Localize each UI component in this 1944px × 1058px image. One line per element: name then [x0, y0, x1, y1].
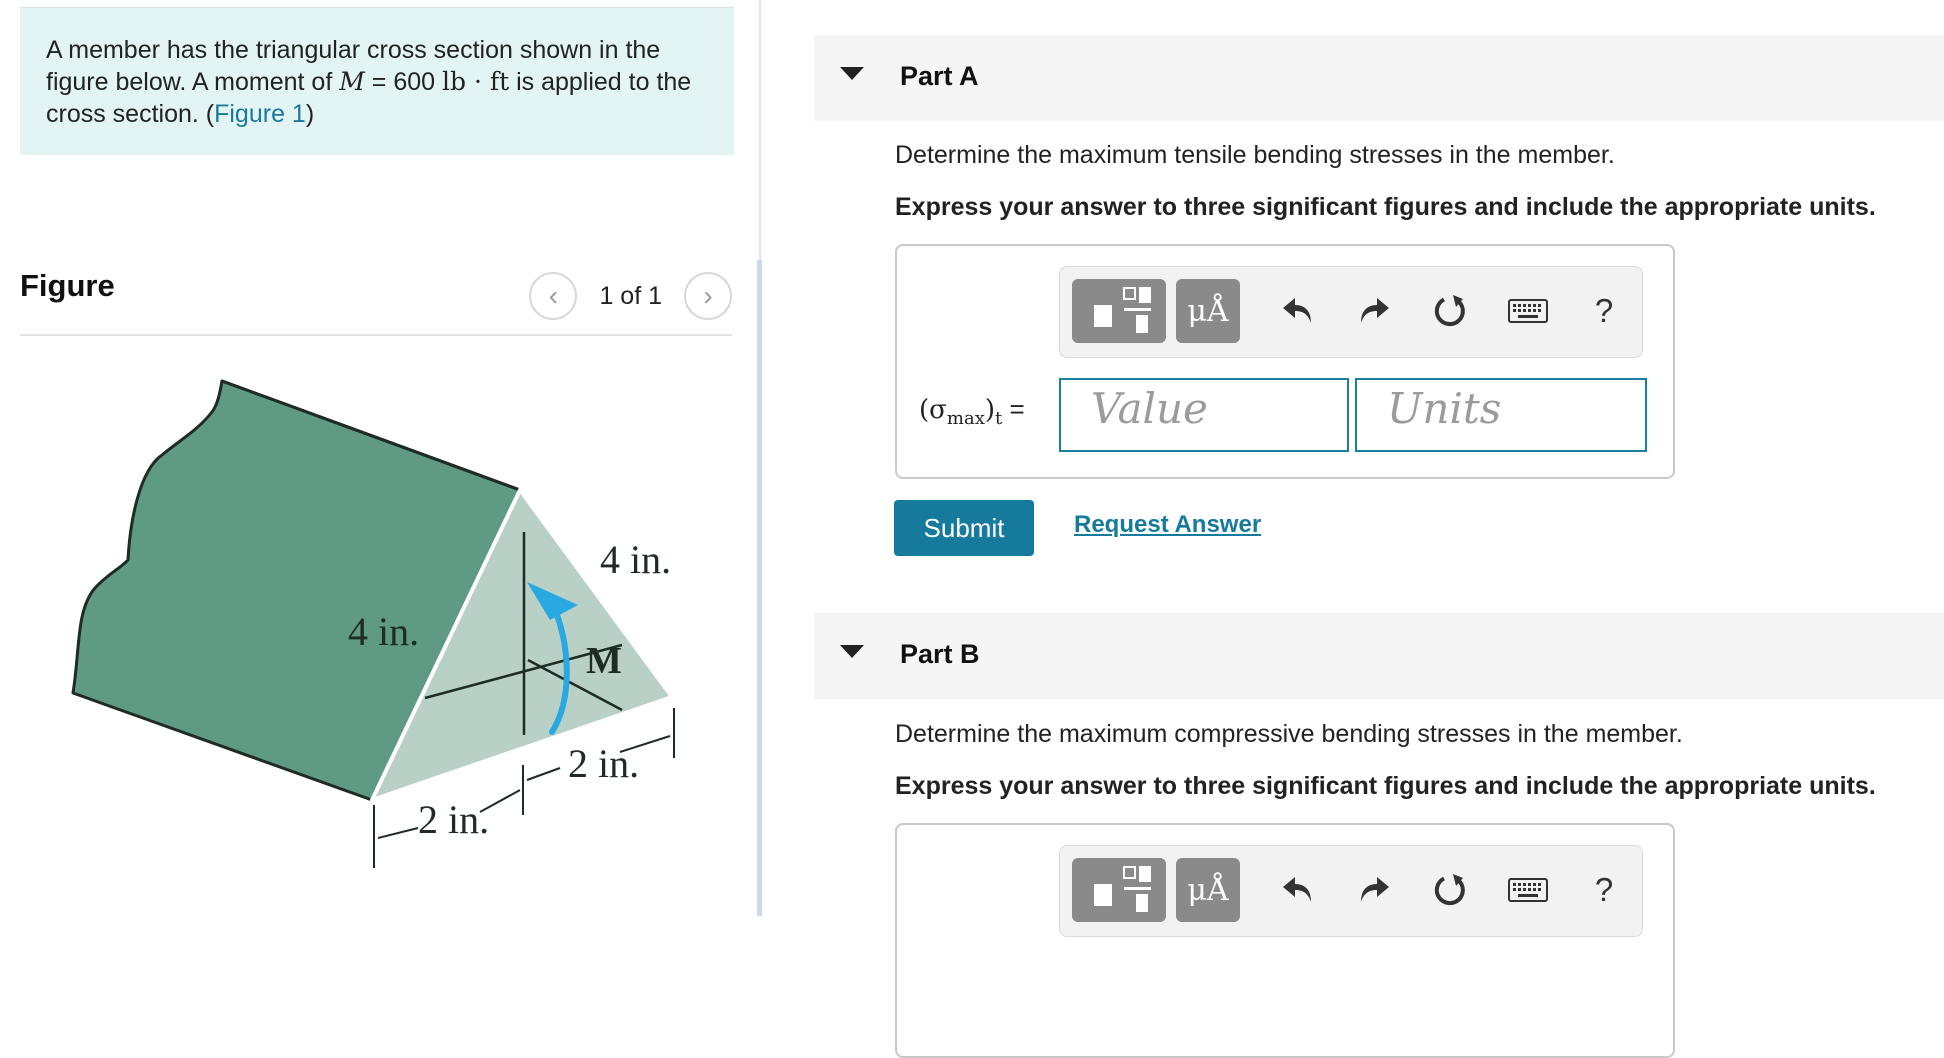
part-a-header[interactable] [814, 35, 1944, 121]
figure-link[interactable]: Figure 1 [214, 100, 306, 128]
figure-pager-count: 1 of 1 [599, 281, 662, 310]
request-answer-link[interactable]: Request Answer [1074, 511, 1262, 538]
redo-icon [1357, 296, 1391, 326]
value-placeholder: Value [1091, 384, 1208, 433]
part-a-answer-box [895, 244, 1675, 479]
prev-figure-button[interactable] [529, 272, 577, 320]
templates-button[interactable] [1072, 279, 1166, 343]
part-a-collapse-icon[interactable] [840, 67, 864, 80]
label-bottom-left: 2 in. [418, 797, 490, 842]
help-icon: ? [1594, 871, 1614, 908]
part-b-templates-button[interactable] [1072, 858, 1166, 922]
next-figure-button[interactable] [684, 272, 732, 320]
part-b-keyboard-button[interactable] [1506, 868, 1550, 912]
moment-unit: lb · ft [442, 67, 510, 96]
help-button[interactable] [1582, 289, 1626, 333]
sigma-label-sub2: t [995, 408, 1003, 430]
keyboard-button[interactable] [1506, 289, 1550, 333]
pane-scrollbar[interactable] [757, 260, 762, 916]
figure-title: Figure [20, 268, 115, 303]
problem-pane [0, 0, 758, 916]
redo-icon [1357, 875, 1391, 905]
units-placeholder: Units [1387, 384, 1502, 433]
problem-text-3: ) [305, 100, 315, 128]
part-b-undo-button[interactable] [1276, 868, 1320, 912]
templates-icon [1084, 864, 1154, 916]
part-b-question: Determine the maximum compressive bending stresses in the member. [895, 720, 1683, 748]
keyboard-icon [1508, 877, 1548, 903]
part-b-reset-button[interactable] [1428, 868, 1472, 912]
part-b-units-button[interactable] [1176, 858, 1240, 922]
keyboard-icon [1508, 298, 1548, 324]
undo-button[interactable] [1276, 289, 1320, 333]
chevron-right-icon: › [703, 280, 713, 311]
moment-symbol: M [339, 67, 365, 96]
part-b-help-button[interactable] [1582, 868, 1626, 912]
units-button-label: μÅ [1187, 872, 1229, 908]
part-b-answer-box [895, 823, 1675, 1058]
problem-text-1: A member has the triangular cross section shown in the figure below. A moment of [46, 36, 661, 96]
help-icon: ? [1594, 292, 1614, 329]
units-button[interactable] [1176, 279, 1240, 343]
part-b-collapse-icon[interactable] [840, 645, 864, 658]
part-b-instruction: Express your answer to three significant figures and include the appropriate units. [895, 772, 1876, 800]
part-b-title: Part B [900, 639, 980, 669]
part-b-redo-button[interactable] [1352, 868, 1396, 912]
problem-text-2: is applied to the cross section. ( [46, 68, 692, 128]
sigma-max-t-label [919, 394, 1025, 429]
undo-icon [1281, 296, 1315, 326]
pane-divider-top [759, 0, 761, 260]
figure-header [20, 262, 732, 336]
figure-pager [529, 270, 732, 322]
reset-icon [1432, 293, 1468, 329]
problem-statement [20, 7, 734, 155]
part-a-math-toolbar [1059, 266, 1643, 358]
units-button-label: μÅ [1187, 293, 1229, 329]
label-left-height: 4 in. [348, 609, 420, 654]
part-a-title: Part A [900, 61, 979, 91]
submit-button[interactable]: Submit [894, 500, 1034, 556]
part-b-header[interactable] [814, 613, 1944, 699]
templates-icon [1084, 285, 1154, 337]
sigma-label-sub: max [946, 408, 985, 430]
label-moment: M [586, 640, 622, 682]
value-input[interactable] [1059, 378, 1349, 452]
redo-button[interactable] [1352, 289, 1396, 333]
part-b-math-toolbar [1059, 845, 1643, 937]
dim-line-mid2 [527, 768, 560, 780]
triangular-member-figure [60, 370, 700, 880]
label-right-side: 4 in. [600, 537, 672, 582]
part-a-instruction: Express your answer to three significant figures and include the appropriate units. [895, 193, 1876, 221]
reset-icon [1432, 872, 1468, 908]
reset-button[interactable] [1428, 289, 1472, 333]
chevron-left-icon: ‹ [548, 280, 559, 311]
sigma-label-main: (σ [919, 395, 947, 425]
undo-icon [1281, 875, 1315, 905]
part-a-question: Determine the maximum tensile bending stresses in the member. [895, 141, 1615, 169]
problem-text-eq: = 600 [364, 68, 442, 96]
units-input[interactable] [1355, 378, 1647, 452]
sigma-label-eq: = [1002, 394, 1025, 424]
dim-line-left [378, 828, 418, 838]
sigma-label-end: ) [984, 395, 996, 425]
label-bottom-right: 2 in. [568, 741, 640, 786]
